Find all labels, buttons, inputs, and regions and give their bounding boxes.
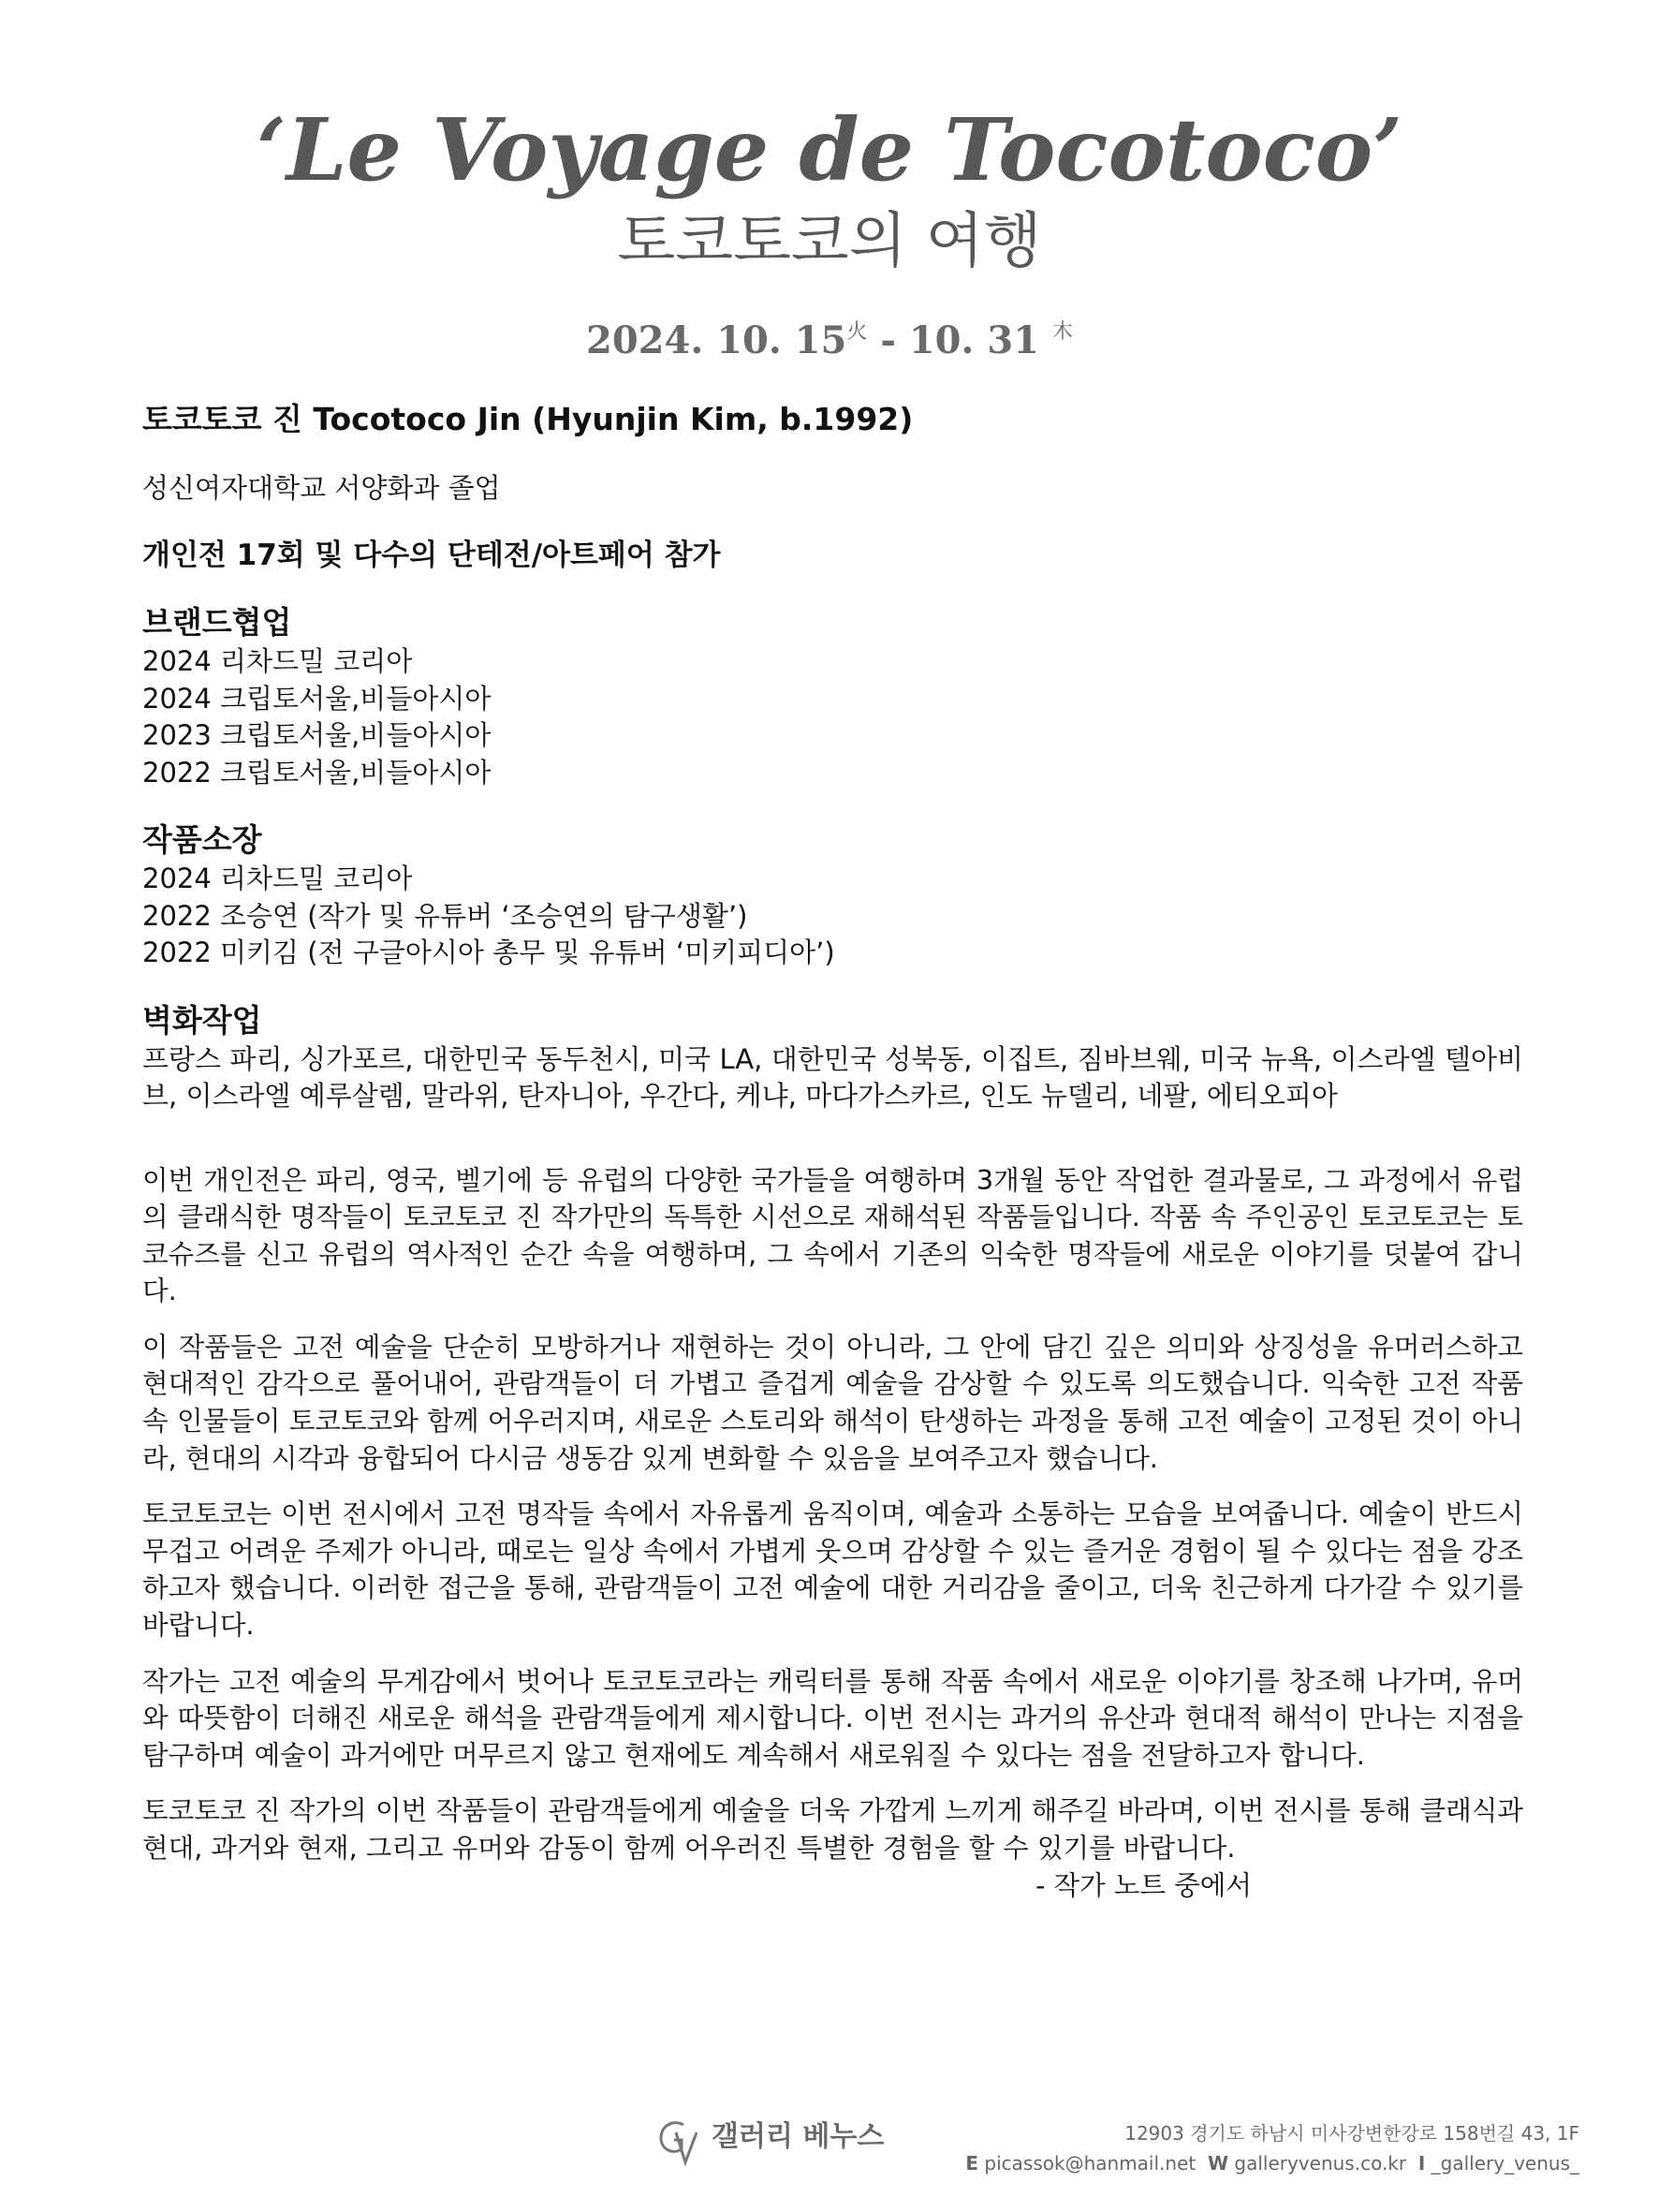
title-english: ‘Le Voyage de Tocotoco’ xyxy=(256,99,1403,200)
body-paragraph: 이 작품들은 고전 예술을 단순히 모방하거나 재현하는 것이 아니라, 그 안에 담긴 깊은 의미와 상징성을 유머러스하고 현대적인 감각으로 풀어내어, 관람객들이 더 가볍고 즐겁게 예술을 감상할 수 있도록 의도했습니다. 익숙한 고전 작품 속 인물들이 토코토코와 함께 어우러지며, 새로운 스토리와 해석이 탄생하는 과정을 통해 고전 예술이 고정된 것이 아니라, 현대의 시각과 융합되어 다시금 생동감 있게 변화할 수 있음을 보여주고자 했습니다. xyxy=(142,1330,1523,1474)
section-brand xyxy=(142,602,1523,791)
section-mural xyxy=(142,1000,1523,1115)
list-item: 2022 미키김 (전 구글아시아 총무 및 유튜버 ‘미키피디아’) xyxy=(142,936,835,968)
artist-note xyxy=(142,1162,1523,1901)
gallery-contact xyxy=(965,2118,1579,2178)
body-paragraph-text: 토코토코 진 작가의 이번 작품들이 관람객들에게 예술을 더욱 가깝게 느끼게 해주길 바라며, 이번 전시를 통해 클래식과 현대, 과거와 현재, 그리고 유머와 감동이 함께 어우러진 특별한 경험을 할 수 있기를 바랍니다. xyxy=(142,1794,1523,1864)
section-heading: 벽화작업 xyxy=(142,1001,262,1039)
list-item: 2024 리차드밀 코리아 xyxy=(142,645,413,677)
list-item: 2022 조승연 (작가 및 유튜버 ‘조승연의 탐구생활’) xyxy=(142,899,748,932)
date-end: 10. 31 xyxy=(908,318,1040,362)
gallery-venus-logo-icon xyxy=(655,2112,702,2168)
document-content xyxy=(142,398,1523,1904)
list-item: 2024 리차드밀 코리아 xyxy=(142,863,413,894)
body-paragraph: 작가는 고전 예술의 무게감에서 벗어나 토코토코라는 캐릭터를 통해 작품 속에서 새로운 이야기를 창조해 나가며, 유머와 따뜻함이 더해진 새로운 해석을 관람객들에게 제시합니다. 이번 전시는 과거의 유산과 현대적 해석이 만나는 지점을 탐구하며 예술이 과거에만 머무르지 않고 현재에도 계속해서 새로워질 수 있다는 점을 전달하고자 합니다. xyxy=(142,1664,1523,1771)
day-end: 木 xyxy=(1051,320,1073,344)
list-item: 2024 크립토서울,비들아시아 xyxy=(142,682,492,715)
date-separator: - xyxy=(867,318,909,362)
artist-note-signature: - 작가 노트 중에서 xyxy=(1035,1868,1252,1901)
artist-exhibitions: 개인전 17회 및 다수의 단테전/아트페어 참가 xyxy=(142,538,721,572)
list-item: 2023 크립토서울,비들아시아 xyxy=(142,719,492,751)
web-label: W xyxy=(1207,2152,1229,2175)
section-heading: 작품소장 xyxy=(142,821,262,858)
mural-locations: 프랑스 파리, 싱가포르, 대한민국 동두천시, 미국 LA, 대한민국 성북동, 이집트, 짐바브웨, 미국 뉴욕, 이스라엘 텔아비브, 이스라엘 예루살렘, 말라위, 탄자니아, 우간다, 케냐, 마다가스카르, 인도 뉴델리, 네팔, 에티오피아 xyxy=(142,1042,1523,1112)
email-link[interactable]: picassok@hanmail.net xyxy=(984,2152,1197,2175)
body-paragraph: 이번 개인전은 파리, 영국, 벨기에 등 유럽의 다양한 국가들을 여행하며 3개월 동안 작업한 결과물로, 그 과정에서 유럽의 클래식한 명작들이 토코토코 진 작가만의 독특한 시선으로 재해석된 작품들입니다. 작품 속 주인공인 토코토코는 토코슈즈를 신고 유럽의 역사적인 순간 속을 여행하며, 그 속에서 기존의 익숙한 명작들에 새로운 이야기를 덧붙여 갑니다. xyxy=(142,1163,1523,1307)
body-paragraph xyxy=(142,1792,1523,1901)
exhibition-dates xyxy=(0,309,1659,364)
gallery-name: 갤러리 베누스 xyxy=(712,2120,885,2153)
instagram-label: I xyxy=(1417,2152,1426,2175)
date-start: 2024. 10. 15 xyxy=(586,318,847,362)
instagram-link[interactable]: _gallery_venus_ xyxy=(1431,2152,1579,2175)
body-paragraph: 토코토코는 이번 전시에서 고전 명작들 속에서 자유롭게 움직이며, 예술과 소통하는 모습을 보여줍니다. 예술이 반드시 무겁고 어려운 주제가 아니라, 때로는 일상 속에서 가볍게 웃으며 감상할 수 있는 즐거운 경험이 될 수 있다는 점을 강조하고자 했습니다. 이러한 접근을 통해, 관람객들이 고전 예술에 대한 거리감을 줄이고, 더욱 친근하게 다가갈 수 있기를 바랍니다. xyxy=(142,1497,1523,1642)
gallery-contact-line xyxy=(965,2148,1579,2178)
day-start: 火 xyxy=(846,320,868,344)
section-heading: 브랜드협업 xyxy=(142,604,292,641)
web-link[interactable]: galleryvenus.co.kr xyxy=(1234,2152,1407,2175)
section-collection xyxy=(142,819,1523,972)
gallery-address: 12903 경기도 하남시 미사강변한강로 158번길 43, 1F xyxy=(1124,2122,1579,2145)
title-korean: 토코토코의 여행 xyxy=(617,207,1042,276)
list-item: 2022 크립토서울,비들아시아 xyxy=(142,756,492,789)
artist-name: 토코토코 진 Tocotoco Jin (Hyunjin Kim, b.1992) xyxy=(142,401,914,437)
email-label: E xyxy=(965,2152,979,2175)
artist-education: 성신여자대학교 서양화과 졸업 xyxy=(142,472,501,504)
